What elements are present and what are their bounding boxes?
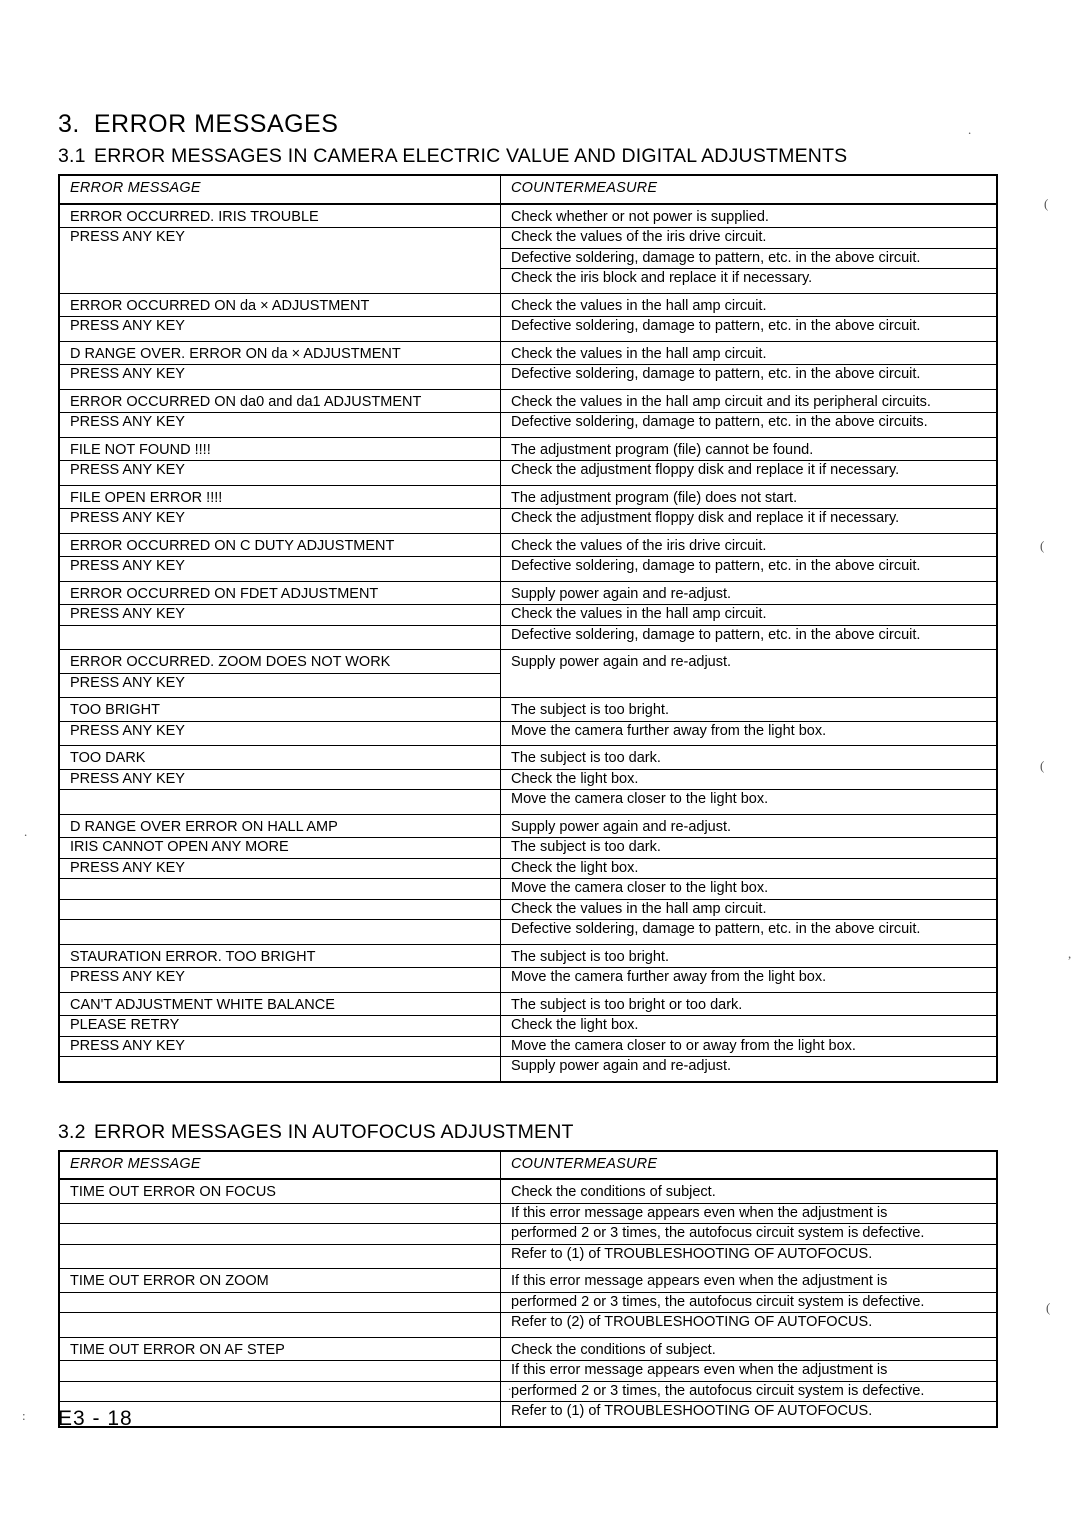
countermeasure-lines <box>501 205 996 293</box>
countermeasure-line: If this error message appears even when the adjustment is <box>501 1361 996 1382</box>
error-message-line: PRESS ANY KEY <box>60 605 500 626</box>
error-message-line <box>60 879 500 900</box>
countermeasure-cell <box>501 204 998 294</box>
countermeasure-lines <box>501 1338 996 1426</box>
countermeasure-line: The subject is too bright. <box>501 701 996 722</box>
countermeasure-line: Check the values in the hall amp circuit. <box>501 297 996 318</box>
column-header-label: ERROR MESSAGE <box>70 1155 201 1172</box>
error-message-line <box>60 790 500 810</box>
error-message-line: PRESS ANY KEY <box>70 229 185 245</box>
error-message-lines <box>60 582 500 650</box>
countermeasure-line: performed 2 or 3 times, the autofocus circuit system is defective. <box>501 1382 996 1403</box>
error-message-line: TIME OUT ERROR ON FOCUS <box>60 1183 500 1204</box>
section-3-2 <box>58 1121 998 1428</box>
countermeasure-lines <box>501 698 996 745</box>
error-message-lines <box>60 534 500 581</box>
column-header-label: COUNTERMEASURE <box>511 1155 658 1172</box>
error-message-line: IRIS CANNOT OPEN ANY MORE <box>60 838 500 859</box>
countermeasure-line: The adjustment program (file) cannot be found. <box>501 441 996 462</box>
column-header-error-message <box>59 1151 501 1180</box>
countermeasure-line: Supply power again and re-adjust. <box>501 585 996 606</box>
countermeasure-line: The subject is too dark. <box>501 838 996 859</box>
error-message-line <box>60 1361 500 1382</box>
error-message-lines <box>60 945 500 992</box>
countermeasure-line: Check the light box. <box>501 859 996 880</box>
countermeasure-line: Check the adjustment floppy disk and replace it if necessary. <box>511 462 900 478</box>
scan-artifact: ( <box>1040 758 1045 773</box>
countermeasure-cell <box>501 293 998 341</box>
error-message-line <box>60 900 500 921</box>
scan-artifact: : <box>22 1408 26 1423</box>
scan-artifact: . <box>24 824 28 839</box>
error-message-lines <box>60 342 500 389</box>
error-message-line: PRESS ANY KEY <box>70 722 185 739</box>
error-message-cell <box>59 533 501 581</box>
countermeasure-line: Check the conditions of subject. <box>501 1183 996 1204</box>
countermeasure-lines <box>501 945 996 992</box>
error-message-line: PRESS ANY KEY <box>70 510 185 526</box>
countermeasure-line: Check the adjustment floppy disk and replace it if necessary. <box>511 510 900 526</box>
table-row <box>59 341 997 389</box>
error-message-line: PRESS ANY KEY <box>70 366 185 382</box>
countermeasure-cell <box>501 437 998 485</box>
countermeasure-cell <box>501 1269 998 1338</box>
error-message-line: TIME OUT ERROR ON ZOOM <box>60 1272 500 1293</box>
error-message-cell <box>59 485 501 533</box>
countermeasure-line: Defective soldering, damage to pattern, etc. in the above circuit. <box>511 921 921 937</box>
countermeasure-line: If this error message appears even when the adjustment is <box>501 1272 996 1293</box>
error-message-line <box>60 1313 500 1333</box>
column-header-countermeasure <box>501 1151 998 1180</box>
table-row <box>59 1269 997 1338</box>
countermeasure-cell <box>501 944 998 992</box>
error-message-line: D RANGE OVER ERROR ON HALL AMP <box>60 818 500 839</box>
countermeasure-line: Move the camera further away from the light box. <box>511 722 827 739</box>
countermeasure-line: Check the light box. <box>501 770 996 791</box>
countermeasure-line: Defective soldering, damage to pattern, etc. in the above circuit. <box>511 558 921 574</box>
error-message-lines <box>60 438 500 485</box>
countermeasure-line: Supply power again and re-adjust. <box>511 654 732 670</box>
error-message-line: PRESS ANY KEY <box>70 318 185 334</box>
chapter-heading <box>58 110 998 139</box>
countermeasure-line: Defective soldering, damage to pattern, etc. in the above circuit. <box>511 318 921 334</box>
countermeasure-line: The subject is too dark. <box>501 749 996 770</box>
table-row <box>59 1179 997 1269</box>
table-row <box>59 389 997 437</box>
error-message-line: ERROR OCCURRED. IRIS TROUBLE <box>60 208 500 229</box>
error-message-cell <box>59 1269 501 1338</box>
countermeasure-line: Check the values in the hall amp circuit. <box>501 345 996 366</box>
error-messages-table-2 <box>58 1150 998 1428</box>
section-heading-3-2 <box>58 1121 998 1144</box>
countermeasure-line: Supply power again and re-adjust. <box>501 818 996 839</box>
countermeasure-cell <box>501 341 998 389</box>
countermeasure-line: Refer to (1) of TROUBLESHOOTING OF AUTOFOCUS. <box>511 1403 873 1419</box>
countermeasure-lines <box>501 342 996 389</box>
countermeasure-cell <box>501 389 998 437</box>
error-message-cell <box>59 814 501 944</box>
countermeasure-cell <box>501 698 998 746</box>
table-row <box>59 533 997 581</box>
table-header-row <box>59 175 997 204</box>
countermeasure-lines <box>501 294 996 341</box>
error-message-lines <box>60 1180 500 1268</box>
countermeasure-lines <box>501 1180 996 1268</box>
error-message-lines <box>60 205 500 252</box>
table-header-row <box>59 1151 997 1180</box>
countermeasure-line: Move the camera closer to the light box. <box>501 879 996 900</box>
section-heading-3-1 <box>58 145 998 168</box>
countermeasure-lines <box>501 438 996 485</box>
countermeasure-line: Move the camera closer to or away from the light box. <box>501 1037 996 1058</box>
error-message-line: CAN'T ADJUSTMENT WHITE BALANCE <box>60 996 500 1017</box>
countermeasure-lines <box>501 390 996 437</box>
table-row <box>59 814 997 944</box>
countermeasure-cell <box>501 650 998 698</box>
error-message-line: PRESS ANY KEY <box>70 674 185 691</box>
scan-artifact: . <box>508 1378 512 1393</box>
error-message-lines <box>60 390 500 437</box>
error-message-line: PRESS ANY KEY <box>60 859 500 880</box>
error-message-lines <box>60 815 500 944</box>
section-number-3-1: 3.1 <box>58 145 86 167</box>
countermeasure-cell <box>501 746 998 815</box>
section-number-3-2: 3.2 <box>58 1120 86 1143</box>
error-message-cell <box>59 992 501 1082</box>
error-message-line: ERROR OCCURRED ON da × ADJUSTMENT <box>60 297 500 318</box>
error-message-line: PRESS ANY KEY <box>70 414 185 430</box>
error-message-lines <box>60 294 500 341</box>
error-message-line <box>60 1224 500 1245</box>
countermeasure-lines <box>501 815 996 944</box>
countermeasure-line: Move the camera further away from the light box. <box>511 969 827 985</box>
countermeasure-line: Defective soldering, damage to pattern, etc. in the above circuits. <box>511 414 928 430</box>
countermeasure-line: Defective soldering, damage to pattern, etc. in the above circuit. <box>501 249 996 270</box>
error-message-line: PRESS ANY KEY <box>60 770 500 791</box>
table-row <box>59 698 997 746</box>
error-message-line: ERROR OCCURRED ON da0 and da1 ADJUSTMENT <box>60 393 500 414</box>
error-message-line: PLEASE RETRY <box>60 1016 500 1037</box>
table-row <box>59 485 997 533</box>
table-row <box>59 293 997 341</box>
countermeasure-line: Check the values in the hall amp circuit. <box>501 900 996 921</box>
error-message-line: STAURATION ERROR. TOO BRIGHT <box>60 948 500 969</box>
countermeasure-lines <box>501 993 996 1081</box>
countermeasure-line: The adjustment program (file) does not start. <box>501 489 996 510</box>
error-message-line: PRESS ANY KEY <box>70 969 185 985</box>
countermeasure-line: Defective soldering, damage to pattern, etc. in the above circuit. <box>511 626 921 643</box>
countermeasure-line: Supply power again and re-adjust. <box>511 1058 732 1074</box>
table-row <box>59 944 997 992</box>
page-content <box>58 110 998 1428</box>
countermeasure-line: Check the values of the iris drive circuit. <box>501 228 996 249</box>
error-message-lines <box>60 698 500 745</box>
error-message-line <box>60 1204 500 1225</box>
countermeasure-cell <box>501 581 998 650</box>
section-title-3-1: ERROR MESSAGES IN CAMERA ELECTRIC VALUE AND DIGITAL ADJUSTMENTS <box>94 145 848 167</box>
countermeasure-line: performed 2 or 3 times, the autofocus circuit system is defective. <box>501 1293 996 1314</box>
error-message-cell <box>59 944 501 992</box>
countermeasure-line: Refer to (2) of TROUBLESHOOTING OF AUTOFOCUS. <box>511 1314 873 1330</box>
countermeasure-line: Check the values in the hall amp circuit. <box>501 605 996 626</box>
error-message-cell <box>59 746 501 815</box>
column-header-countermeasure <box>501 175 998 204</box>
countermeasure-line: Defective soldering, damage to pattern, etc. in the above circuit. <box>511 366 921 382</box>
error-message-cell <box>59 341 501 389</box>
countermeasure-lines <box>501 650 996 677</box>
table-row <box>59 437 997 485</box>
error-message-line <box>60 1293 500 1314</box>
countermeasure-cell <box>501 1179 998 1269</box>
chapter-title: ERROR MESSAGES <box>93 110 339 138</box>
error-message-cell <box>59 581 501 650</box>
column-header-error-message <box>59 175 501 204</box>
error-message-cell <box>59 437 501 485</box>
error-message-line: ERROR OCCURRED. ZOOM DOES NOT WORK <box>60 653 500 674</box>
countermeasure-line: Check the iris block and replace it if necessary. <box>511 270 813 286</box>
countermeasure-lines <box>501 534 996 581</box>
page-footer: E3 - 18 <box>58 1407 133 1430</box>
error-message-line <box>60 920 500 940</box>
error-message-line: PRESS ANY KEY <box>60 1037 500 1058</box>
countermeasure-line: The subject is too bright. <box>501 948 996 969</box>
error-message-cell <box>59 1179 501 1269</box>
scan-artifact: , <box>1068 946 1072 961</box>
countermeasure-lines <box>501 746 996 814</box>
countermeasure-line: Refer to (1) of TROUBLESHOOTING OF AUTOFOCUS. <box>511 1245 873 1262</box>
column-header-label: ERROR MESSAGE <box>70 180 201 196</box>
table-row <box>59 1337 997 1427</box>
error-message-line: ERROR OCCURRED ON FDET ADJUSTMENT <box>60 585 500 606</box>
column-header-label: COUNTERMEASURE <box>511 180 658 196</box>
countermeasure-lines <box>501 1269 996 1337</box>
error-message-line: PRESS ANY KEY <box>70 558 185 574</box>
error-message-line: TIME OUT ERROR ON AF STEP <box>60 1341 500 1362</box>
countermeasure-line: Check whether or not power is supplied. <box>501 208 996 229</box>
countermeasure-lines <box>501 486 996 533</box>
error-message-line <box>60 626 500 646</box>
error-message-lines <box>60 486 500 533</box>
table-row <box>59 650 997 698</box>
countermeasure-line: Check the values of the iris drive circuit. <box>501 537 996 558</box>
error-message-line: D RANGE OVER. ERROR ON da × ADJUSTMENT <box>60 345 500 366</box>
table-row <box>59 581 997 650</box>
scan-artifact: ( <box>1046 1300 1051 1315</box>
error-message-cell <box>59 698 501 746</box>
error-message-lines <box>60 650 500 697</box>
countermeasure-cell <box>501 1337 998 1427</box>
table-row <box>59 992 997 1082</box>
table-row <box>59 746 997 815</box>
countermeasure-line: Check the light box. <box>501 1016 996 1037</box>
error-message-cell <box>59 389 501 437</box>
error-message-line <box>60 1245 500 1265</box>
countermeasure-line: Check the values in the hall amp circuit and its peripheral circuits. <box>501 393 996 414</box>
error-message-lines <box>60 993 500 1081</box>
error-message-line: PRESS ANY KEY <box>70 462 185 478</box>
countermeasure-line: If this error message appears even when the adjustment is <box>501 1204 996 1225</box>
error-messages-table-1 <box>58 174 998 1083</box>
section-title-3-2: ERROR MESSAGES IN AUTOFOCUS ADJUSTMENT <box>94 1120 574 1143</box>
scan-artifact: . <box>968 122 972 137</box>
error-message-line: TOO DARK <box>60 749 500 770</box>
countermeasure-cell <box>501 992 998 1082</box>
table-row <box>59 204 997 294</box>
countermeasure-line: performed 2 or 3 times, the autofocus circuit system is defective. <box>501 1224 996 1245</box>
error-message-line <box>60 1057 500 1077</box>
error-message-line: TOO BRIGHT <box>60 701 500 722</box>
countermeasure-lines <box>501 582 996 650</box>
scan-artifact: ( <box>1040 538 1045 553</box>
countermeasure-line: Move the camera closer to the light box. <box>511 791 769 807</box>
error-message-cell <box>59 650 501 698</box>
countermeasure-cell <box>501 533 998 581</box>
error-message-line: ERROR OCCURRED ON C DUTY ADJUSTMENT <box>60 537 500 558</box>
countermeasure-line: Check the conditions of subject. <box>501 1341 996 1362</box>
error-message-lines <box>60 1269 500 1337</box>
error-message-cell <box>59 204 501 294</box>
error-message-lines <box>60 746 500 814</box>
countermeasure-cell <box>501 814 998 944</box>
error-message-line: FILE NOT FOUND !!!! <box>60 441 500 462</box>
scan-artifact: ( <box>1044 196 1049 211</box>
countermeasure-cell <box>501 485 998 533</box>
error-message-line: FILE OPEN ERROR !!!! <box>60 489 500 510</box>
error-message-cell <box>59 293 501 341</box>
chapter-number: 3. <box>58 110 80 138</box>
error-message-line <box>60 1382 500 1403</box>
countermeasure-line: The subject is too bright or too dark. <box>501 996 996 1017</box>
